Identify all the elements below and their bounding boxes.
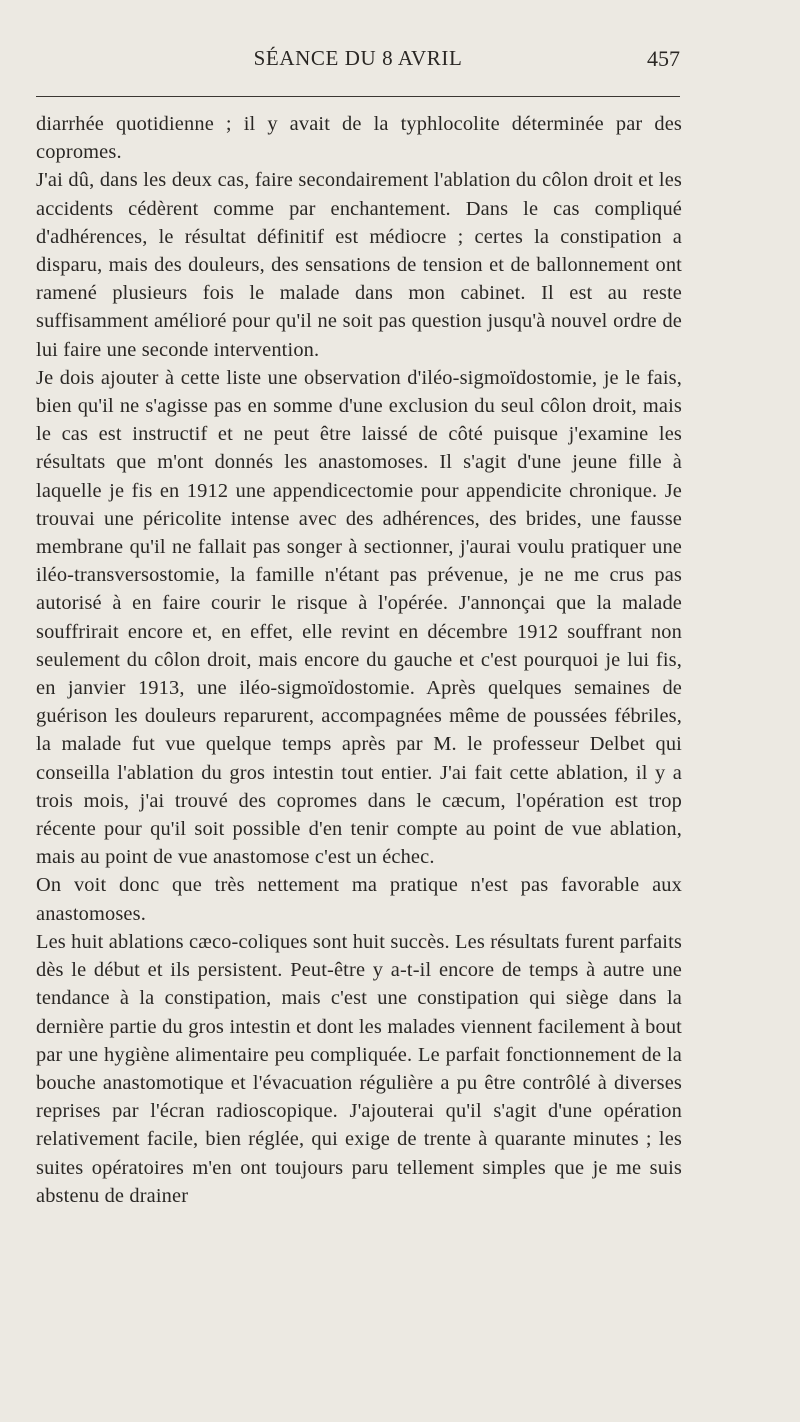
body-text [36, 110, 682, 1210]
running-head: SÉANCE DU 8 AVRIL [253, 46, 463, 70]
paragraph-4: On voit donc que très nettement ma pratique n'est pas favorable aux anastomoses. [36, 874, 682, 925]
page-number: 457 [647, 46, 680, 71]
header-rule [36, 96, 680, 97]
paragraph-1: diarrhée quotidienne ; il y avait de la typhlocolite déterminée par des copromes. [36, 113, 682, 164]
page-header [36, 46, 680, 76]
paragraph-2: J'ai dû, dans les deux cas, faire secondairement l'ablation du côlon droit et les accidents cédèrent comme par enchantement. Dans le cas compliqué d'adhérences, le résultat définitif est médiocre ; certes la constipation a disparu, mais des douleurs, des sensations de tension et de ballonnement ont ramené plusieurs fois le malade dans mon cabinet. Il est au reste suffisamment amélioré pour qu'il ne soit pas question jusqu'à nouvel ordre de lui faire une seconde intervention. [36, 169, 682, 361]
paragraph-3: Je dois ajouter à cette liste une observation d'iléo-sigmoïdostomie, je le fais, bien qu'il ne s'agisse pas en somme d'une exclusion du seul côlon droit, mais le cas est instructif et ne peut être laissé de côté puisque j'examine les résultats que m'ont donnés les anastomoses. Il s'agit d'une jeune fille à laquelle je fis en 1912 une appendicectomie pour appendicite chronique. Je trouvai une péricolite intense avec des adhérences, des brides, une fausse membrane qu'il ne fallait pas songer à sectionner, j'aurai voulu pratiquer une iléo-transversostomie, la famille n'étant pas prévenue, je ne me crus pas autorisé à en faire courir le risque à l'opérée. J'annonçai que la malade souffrirait encore et, en effet, elle revint en décembre 1912 souffrant non seulement du côlon droit, mais encore du gauche et c'est pourquoi je lui fis, en janvier 1913, une iléo-sigmoïdostomie. Après quelques semaines de guérison les douleurs reparurent, accompagnées même de poussées fébriles, la malade fut vue quelque temps après par M. le professeur Delbet qui conseilla l'ablation du gros intestin tout entier. J'ai fait cette ablation, il y a trois mois, j'ai trouvé des copromes dans le cæcum, l'opération est trop récente pour qu'il soit possible d'en tenir compte au point de vue ablation, mais au point de vue anastomose c'est un échec. [36, 366, 682, 869]
paragraph-5: Les huit ablations cæco-coliques sont huit succès. Les résultats furent parfaits dès le début et ils persistent. Peut-être y a-t-il encore de temps à autre une tendance à la constipation, mais c'est une constipation qui siège dans la dernière partie du gros intestin et dont les malades viennent facilement à bout par une hygiène alimentaire peu compliquée. Le parfait fonctionnement de la bouche anastomotique et l'évacuation régulière a pu être contrôlé à diverses reprises par l'écran radioscopique. J'ajouterai qu'il s'agit d'une opération relativement facile, bien réglée, qui exige de trente à quarante minutes ; les suites opératoires m'en ont toujours paru tellement simples que je me suis abstenu de drainer [36, 930, 682, 1207]
